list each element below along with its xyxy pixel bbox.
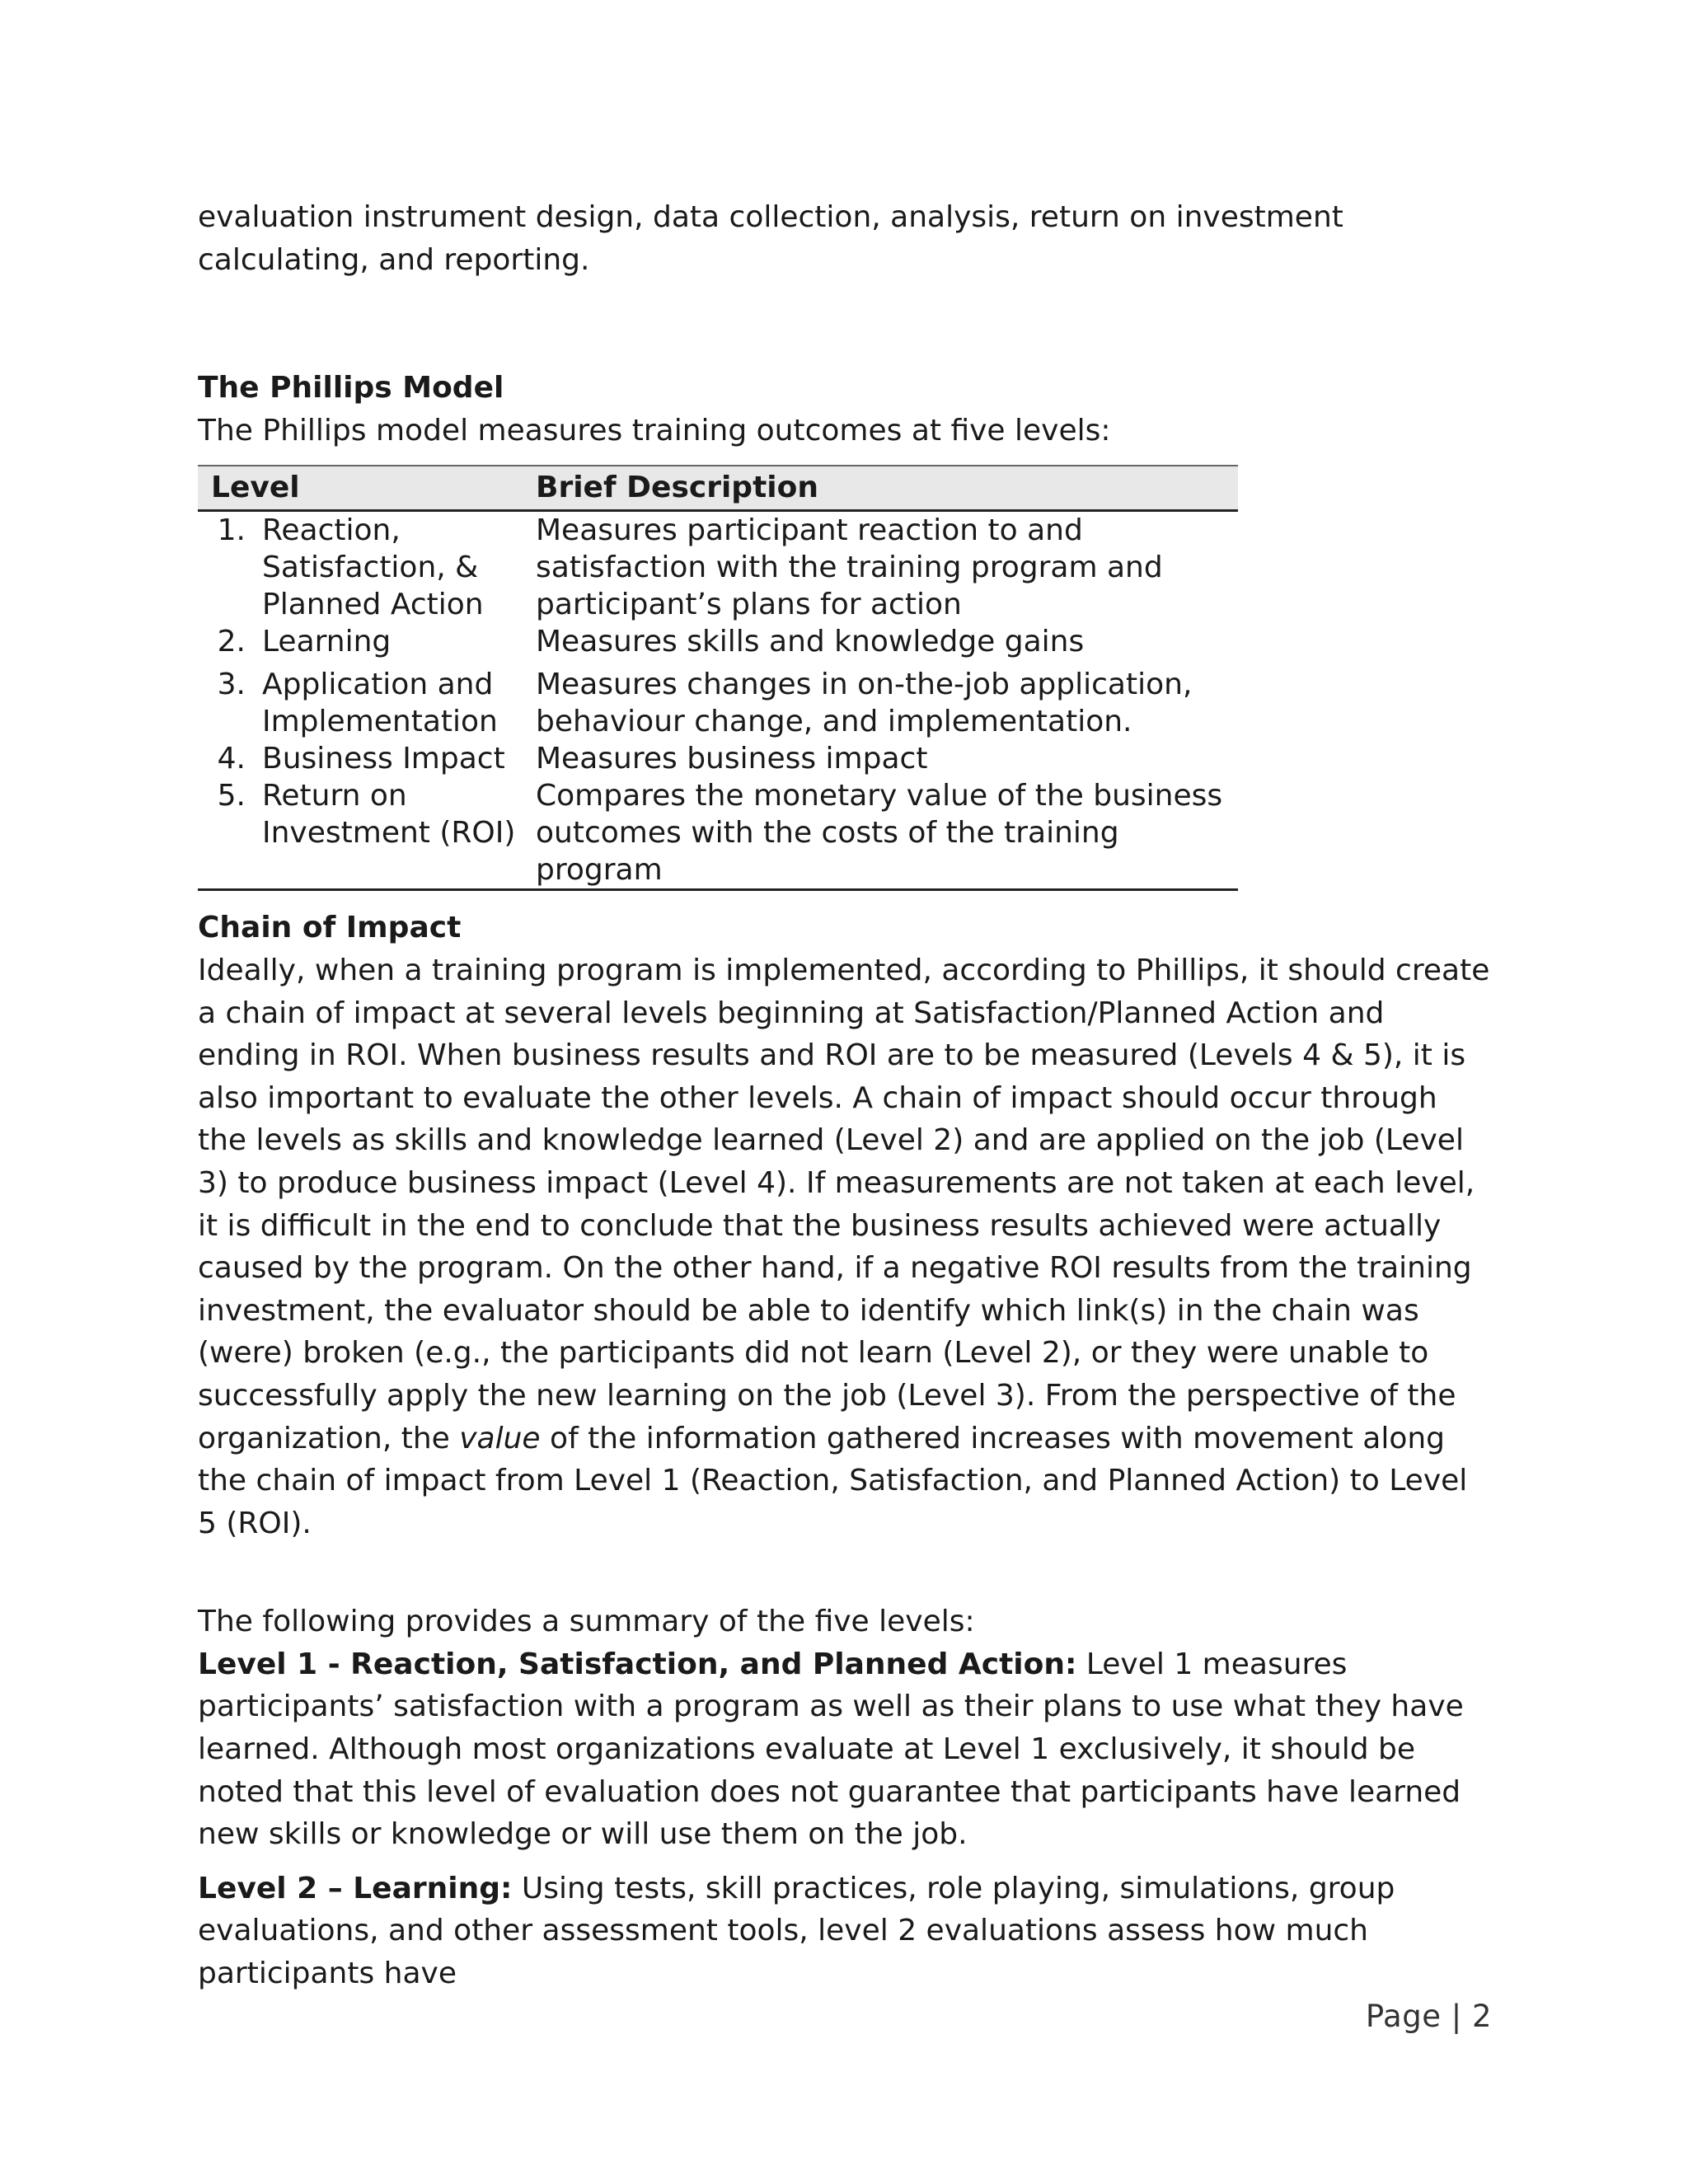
page-number: Page | 2 bbox=[1365, 1999, 1492, 2034]
table-row bbox=[198, 777, 1238, 890]
col-header-description: Brief Description bbox=[531, 466, 1238, 511]
level-description: Measures skills and knowledge gains bbox=[536, 625, 1085, 659]
level-name: Application and Implementation bbox=[262, 668, 498, 739]
level-description: Measures participant reaction to and satisfaction with the training program and participant’s plans for action bbox=[536, 513, 1163, 622]
chain-paragraph: Ideally, when a training program is implemented, according to Phillips, it should create a chain of impact at several levels beginning at Satisfaction/Planned Action and ending in ROI. When business results and ROI are to be measured (Levels 4 & 5), it is also important to evaluate the other levels. A chain of impact should occur through the levels as skills and knowledge learned (Level 2) and are applied on the job (Level 3) to produce business impact (Level 4). If measurements are not taken at each level, it is difficult in the end to conclude that the business results achieved were actually caused by the program. On the other hand, if a negative ROI results from the training investment, the evaluator should be able to identify which link(s) in the chain was (were) broken (e.g., the participants did not learn (Level 2), or they were unable to successfully apply the new learning on the job (Level 3). From the perspective of the organization, the value of the information gathered increases with movement along the chain of impact from Level 1 (Reaction, Satisfaction, and Planned Action) to Level 5 (ROI). bbox=[198, 953, 1490, 1540]
level-number: 4. bbox=[217, 742, 246, 776]
document-body bbox=[198, 196, 1492, 1995]
level-name: Business Impact bbox=[262, 742, 505, 776]
chain-heading: Chain of Impact bbox=[198, 911, 462, 945]
summary-intro: The following provides a summary of the five levels: bbox=[198, 1605, 975, 1639]
level-description: Measures business impact bbox=[536, 742, 928, 776]
level-name: Reaction, Satisfaction, & Planned Action bbox=[262, 513, 484, 622]
level2-paragraph: Level 2 – Learning: Using tests, skill practices, role playing, simulations, group evaluations, and other assessment tools, level 2 evaluations assess how much participants have bbox=[198, 1871, 1395, 1991]
level-name: Learning bbox=[262, 625, 392, 659]
level-name: Return on Investment (ROI) bbox=[262, 779, 516, 851]
table-row bbox=[198, 623, 1238, 660]
level1-label: Level 1 - Reaction, Satisfaction, and Planned Action: bbox=[198, 1647, 1077, 1681]
col-header-level: Level bbox=[198, 466, 531, 511]
value-emphasis: value bbox=[459, 1421, 541, 1455]
phillips-heading: The Phillips Model bbox=[198, 371, 504, 405]
level-number: 5. bbox=[217, 779, 246, 813]
level-description: Measures changes in on-the-job application, behaviour change, and implementation. bbox=[536, 668, 1193, 739]
level-number: 1. bbox=[217, 513, 246, 548]
level-number: 2. bbox=[217, 625, 246, 659]
level2-label: Level 2 – Learning: bbox=[198, 1871, 513, 1905]
level-number: 3. bbox=[217, 668, 246, 702]
table-row bbox=[198, 660, 1238, 740]
phillips-intro: The Phillips model measures training outcomes at five levels: bbox=[198, 413, 1111, 448]
level1-paragraph: Level 1 - Reaction, Satisfaction, and Planned Action: Level 1 measures participants’ satisfaction with a program as well as their plans to use what they have learned. Although most organizations evaluate at Level 1 exclusively, it should be noted that this level of evaluation does not guarantee that participants have learned new skills or knowledge or will use them on the job. bbox=[198, 1647, 1464, 1852]
table-row bbox=[198, 740, 1238, 777]
intro-paragraph: evaluation instrument design, data collection, analysis, return on investment calculating, and reporting. bbox=[198, 200, 1343, 277]
table-row bbox=[198, 511, 1238, 624]
levels-table bbox=[198, 465, 1238, 891]
table-header-row bbox=[198, 466, 1238, 511]
level-description: Compares the monetary value of the business outcomes with the costs of the training program bbox=[531, 777, 1238, 890]
